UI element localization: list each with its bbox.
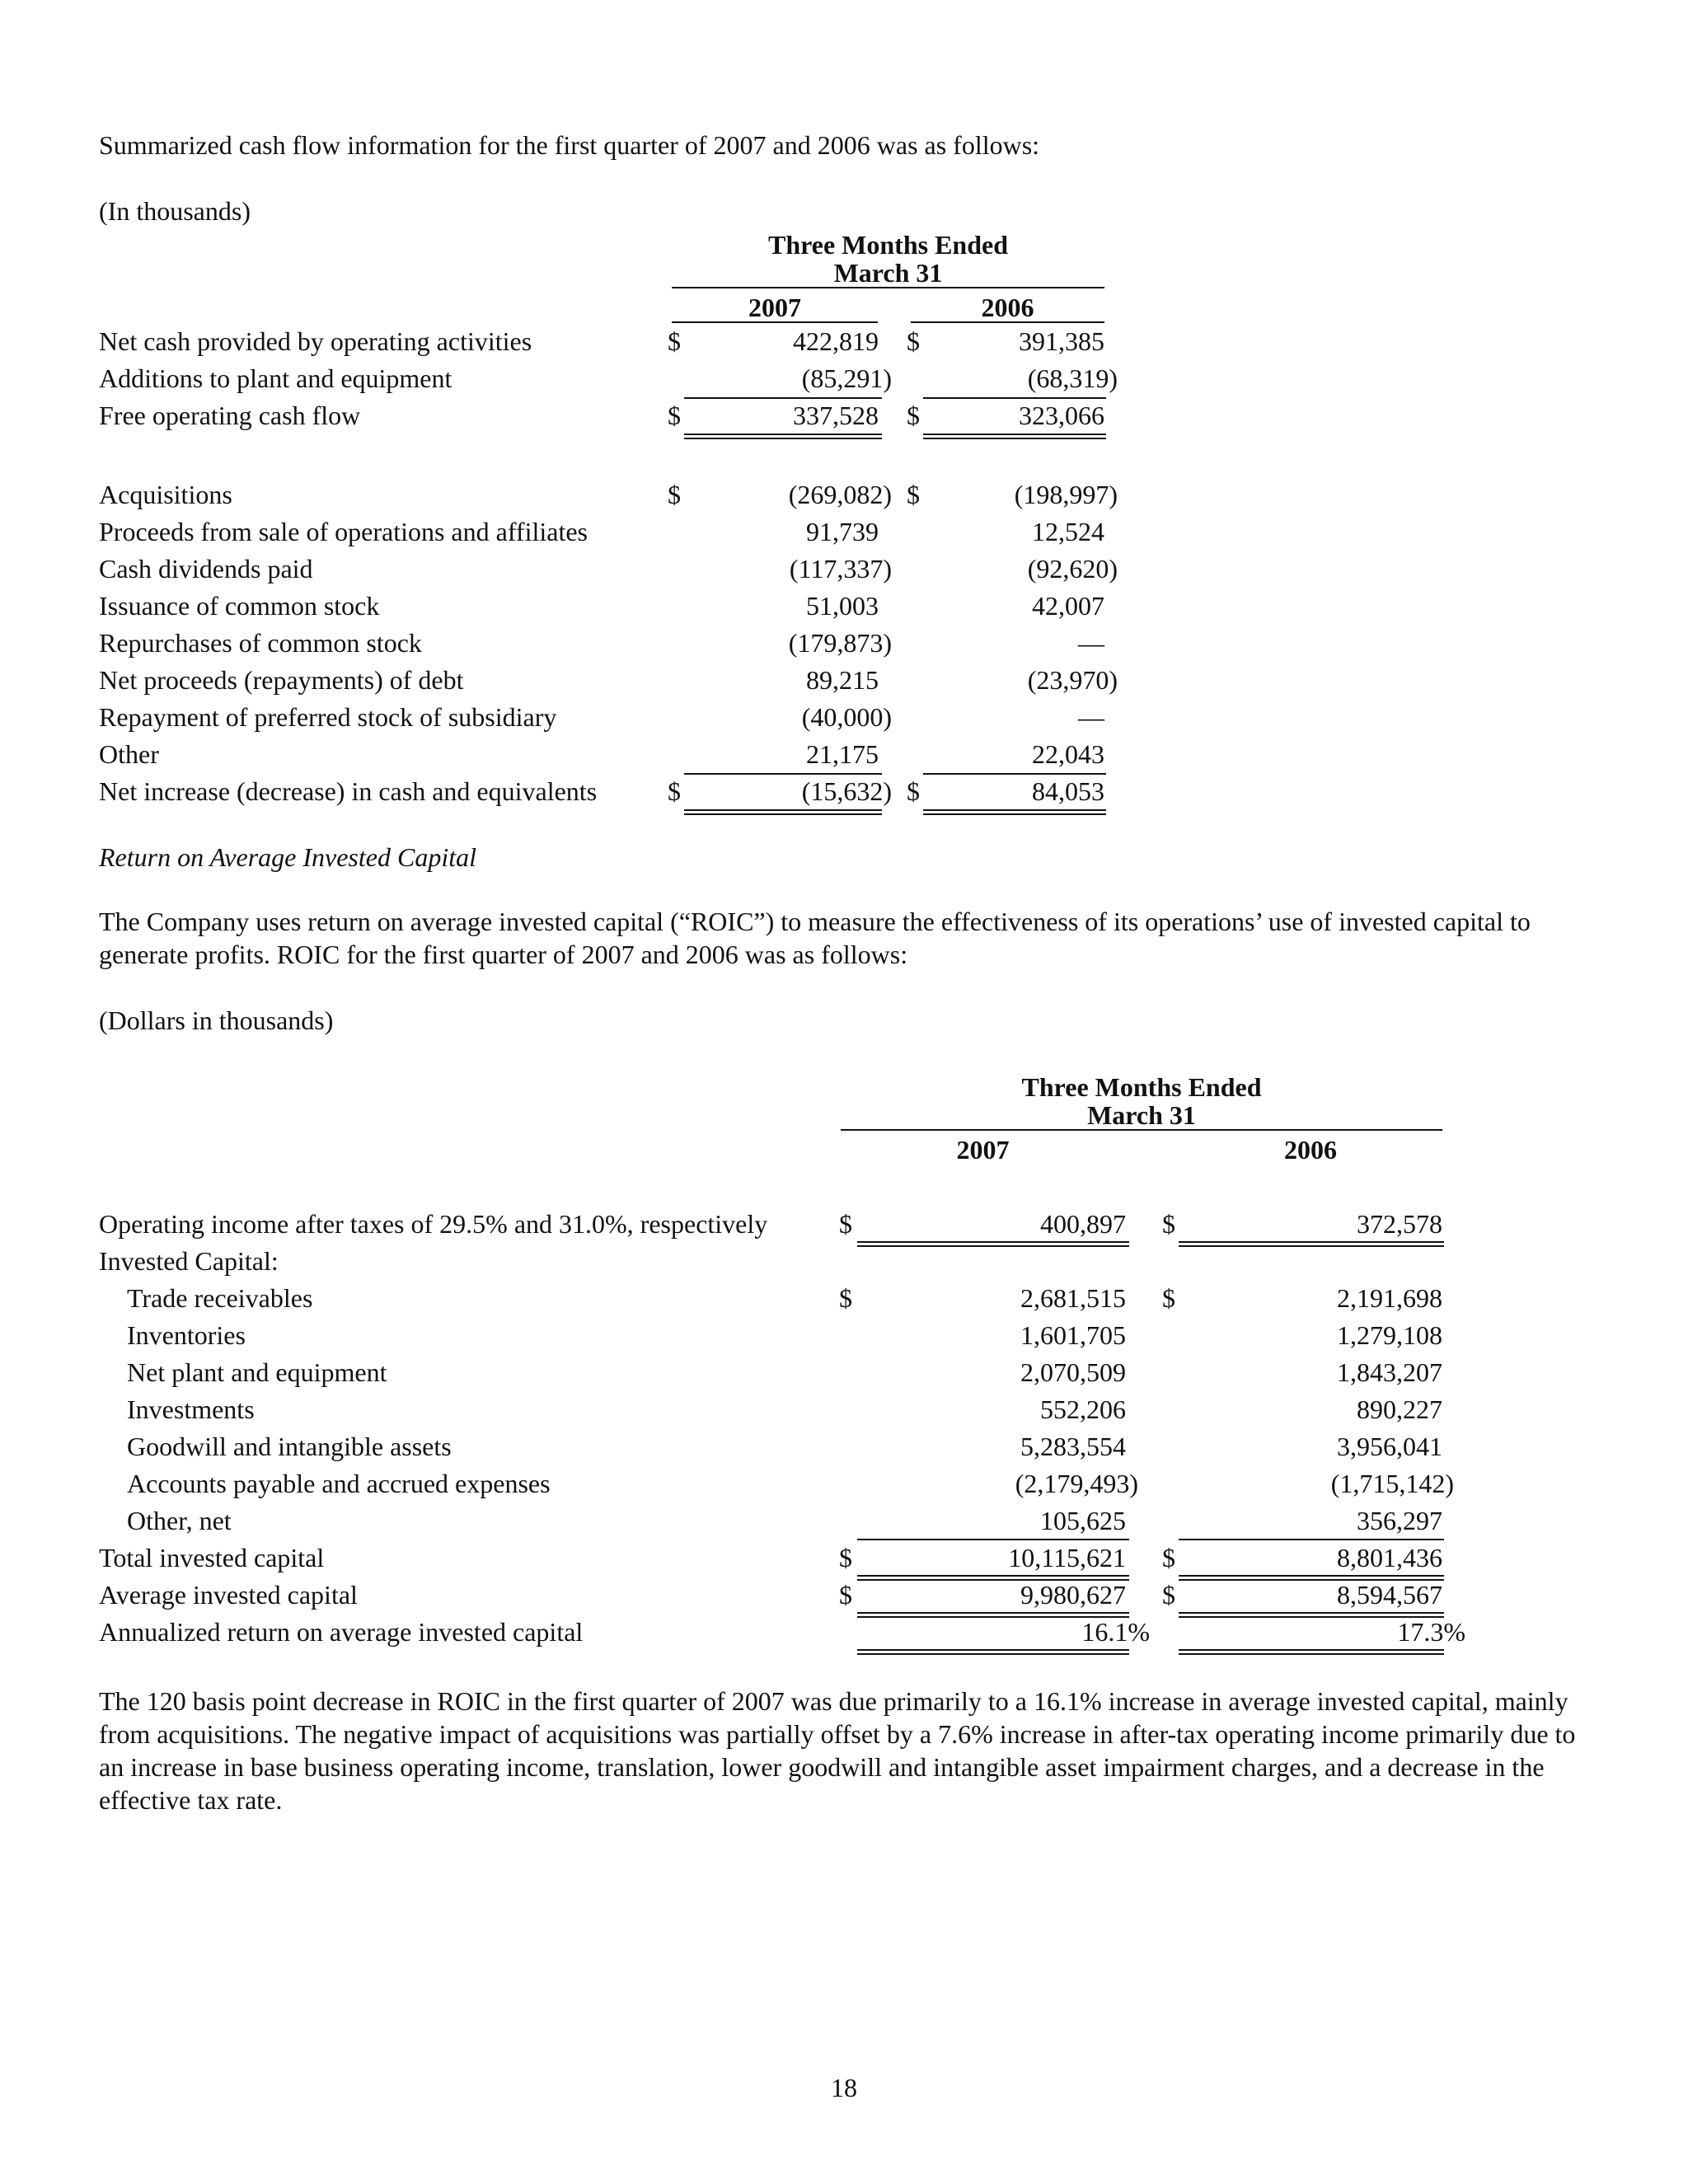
cf-value-2007: 91,739 [806,517,879,546]
cf-currency-2007: $ [668,326,681,356]
cf-value-2007: (179,873) [788,628,892,658]
page-number: 18 [831,2073,857,2102]
roic-value-2006: (1,715,142) [1330,1469,1454,1498]
cf-header-2007: 2007 [748,293,801,322]
cf-row-label: Cash dividends paid [99,554,313,583]
cf-currency-2006: $ [907,776,920,806]
cf-subtotal-rule-2006 [923,773,1106,775]
cf-total-rule-2006 [923,434,1106,439]
roic-value-2006: 372,578 [1357,1209,1442,1239]
roic-row-label: Goodwill and intangible assets [127,1432,452,1461]
cf-subtotal-rule-2007 [684,773,882,775]
roic-value-2007: 552,206 [1040,1394,1126,1424]
cf-value-2007: (15,632) [801,776,892,806]
cf-currency-2007: $ [668,776,681,806]
cf-value-2006: (23,970) [1027,665,1118,695]
cf-value-2006: 22,043 [1032,739,1104,769]
cf-row-label: Net proceeds (repayments) of debt [99,665,464,695]
roic-row-label: Accounts payable and accrued expenses [127,1469,551,1498]
cash-flow-intro: Summarized cash flow information for the first quarter of 2007 and 2006 was as follows: [99,130,1040,160]
cf-currency-2006: $ [907,480,920,509]
cf-value-2007: 89,215 [806,665,879,695]
roic-header-2007: 2007 [956,1135,1010,1165]
roic-header-period: Three Months Ended [1021,1072,1262,1102]
cf-value-2007: (40,000) [801,702,892,732]
roic-value-2007: 1,601,705 [1020,1320,1126,1350]
cf-value-2007: 51,003 [806,591,879,621]
roic-row-label: Operating income after taxes of 29.5% and 31.0%, respectively [99,1209,768,1239]
cf-value-2006: (68,319) [1027,363,1118,393]
roic-currency-2006: $ [1162,1283,1175,1313]
cf-row-label: Issuance of common stock [99,591,380,621]
roic-value-2007: 2,681,515 [1020,1283,1126,1313]
roic-total-rule-2006 [1179,1241,1444,1247]
cf-row-label: Proceeds from sale of operations and affiliates [99,517,588,546]
roic-row-label: Annualized return on average invested capital [99,1617,584,1647]
roic-row-label: Trade receivables [127,1283,313,1313]
cf-row-label: Repayment of preferred stock of subsidiary [99,702,557,732]
roic-value-2006: 1,843,207 [1337,1357,1442,1387]
roic-value-2006: 3,956,041 [1337,1432,1442,1461]
roic-value-2007: 16.1% [1081,1617,1150,1647]
cf-value-2006: — [1078,628,1104,658]
roic-header-date: March 31 [1087,1100,1196,1130]
cf-row-label: Net increase (decrease) in cash and equivalents [99,776,598,806]
roic-subtotal-rule-2007 [857,1539,1129,1540]
cf-row-label: Other [99,739,159,769]
roic-row-label: Invested Capital: [99,1246,279,1276]
roic-value-2006: 8,801,436 [1337,1543,1442,1572]
roic-currency-2007: $ [839,1209,852,1239]
roic-value-2007: 9,980,627 [1020,1580,1126,1610]
roic-total-rule-2007 [857,1241,1129,1247]
cf-total-rule-2007 [684,434,882,439]
cf-currency-2007: $ [668,401,681,430]
cf-currency-2007: $ [668,480,681,509]
cf-header-date: March 31 [833,258,943,288]
roic-value-2007: 105,625 [1040,1506,1126,1535]
cf-value-2006: 323,066 [1019,401,1104,430]
roic-total-rule-2007 [857,1649,1129,1655]
cf-header-2006: 2006 [981,293,1034,322]
roic-value-2007: 2,070,509 [1020,1357,1126,1387]
cf-row-label: Acquisitions [99,480,232,509]
roic-value-2006: 17.3% [1397,1617,1465,1647]
roic-value-2006: 356,297 [1357,1506,1442,1535]
roic-currency-2007: $ [839,1283,852,1313]
cf-value-2006: 84,053 [1032,776,1104,806]
roic-currency-2007: $ [839,1580,852,1610]
roic-currency-2007: $ [839,1543,852,1572]
cf-value-2007: (117,337) [789,554,892,583]
cf-header-period: Three Months Ended [767,230,1008,260]
cf-total-rule-2006 [923,809,1106,815]
cf-row-label: Additions to plant and equipment [99,363,452,393]
cf-value-2007: 422,819 [793,326,879,356]
roic-row-label: Other, net [127,1506,232,1535]
cf-subtotal-rule-2007 [684,397,882,399]
roic-value-2006: 2,191,698 [1337,1283,1442,1313]
roic-subtotal-rule-2006 [1179,1539,1444,1540]
units-in-thousands: (In thousands) [99,196,251,226]
cf-total-rule-2007 [684,809,882,815]
cf-col-rule-2007 [672,321,878,323]
cf-header-rule [672,287,1104,288]
roic-header-2006: 2006 [1284,1135,1337,1165]
roic-currency-2006: $ [1162,1543,1175,1572]
cf-row-label: Free operating cash flow [99,401,361,430]
cf-currency-2006: $ [907,326,920,356]
cf-value-2006: (92,620) [1027,554,1118,583]
roic-value-2007: 5,283,554 [1020,1432,1126,1461]
cf-value-2007: 21,175 [806,739,879,769]
roic-value-2006: 8,594,567 [1337,1580,1442,1610]
cf-value-2006: 391,385 [1019,326,1104,356]
cf-subtotal-rule-2006 [923,397,1106,399]
cf-value-2007: 337,528 [793,401,879,430]
roic-row-label: Net plant and equipment [127,1357,387,1387]
roic-row-label: Investments [127,1394,255,1424]
roic-intro: The Company uses return on average invested capital (“ROIC”) to measure the effectiveness of its operations’ use of invested capital to generate profits. ROIC for the first quarter of 2007 and 2006 was as follows: [99,907,1531,969]
units-dollars-in-thousands: (Dollars in thousands) [99,1005,334,1035]
roic-header-rule [841,1129,1442,1131]
cf-currency-2006: $ [907,401,920,430]
cf-value-2007: (269,082) [788,480,892,509]
roic-value-2006: 890,227 [1357,1394,1442,1424]
cf-value-2006: 42,007 [1032,591,1104,621]
cf-col-rule-2006 [911,321,1104,323]
roic-value-2007: 400,897 [1040,1209,1126,1239]
roic-value-2006: 1,279,108 [1337,1320,1442,1350]
roic-currency-2006: $ [1162,1580,1175,1610]
roic-row-label: Total invested capital [99,1543,325,1572]
roic-total-rule-2006 [1179,1649,1444,1655]
roic-currency-2006: $ [1162,1209,1175,1239]
roic-row-label: Average invested capital [99,1580,358,1610]
roic-row-label: Inventories [127,1320,246,1350]
cf-row-label: Net cash provided by operating activities [99,326,532,356]
cf-value-2007: (85,291) [801,363,892,393]
roic-conclusion: The 120 basis point decrease in ROIC in the first quarter of 2007 was due primarily to a 16.1% increase in average invested capital, mainly from acquisitions. The negative impact of acquisitions was partially offset by a 7.6% increase in after-tax operating income primarily due to an increase in base business operating income, translation, lower goodwill and intangible asset impairment charges, and a decrease in the effective tax rate. [99,1686,1576,1815]
cf-value-2006: (198,997) [1014,480,1118,509]
cf-value-2006: — [1078,702,1104,732]
roic-value-2007: 10,115,621 [1008,1543,1126,1572]
roic-value-2007: (2,179,493) [1015,1469,1138,1498]
cf-row-label: Repurchases of common stock [99,628,422,658]
cf-value-2006: 12,524 [1032,517,1104,546]
roic-heading: Return on Average Invested Capital [99,842,476,872]
